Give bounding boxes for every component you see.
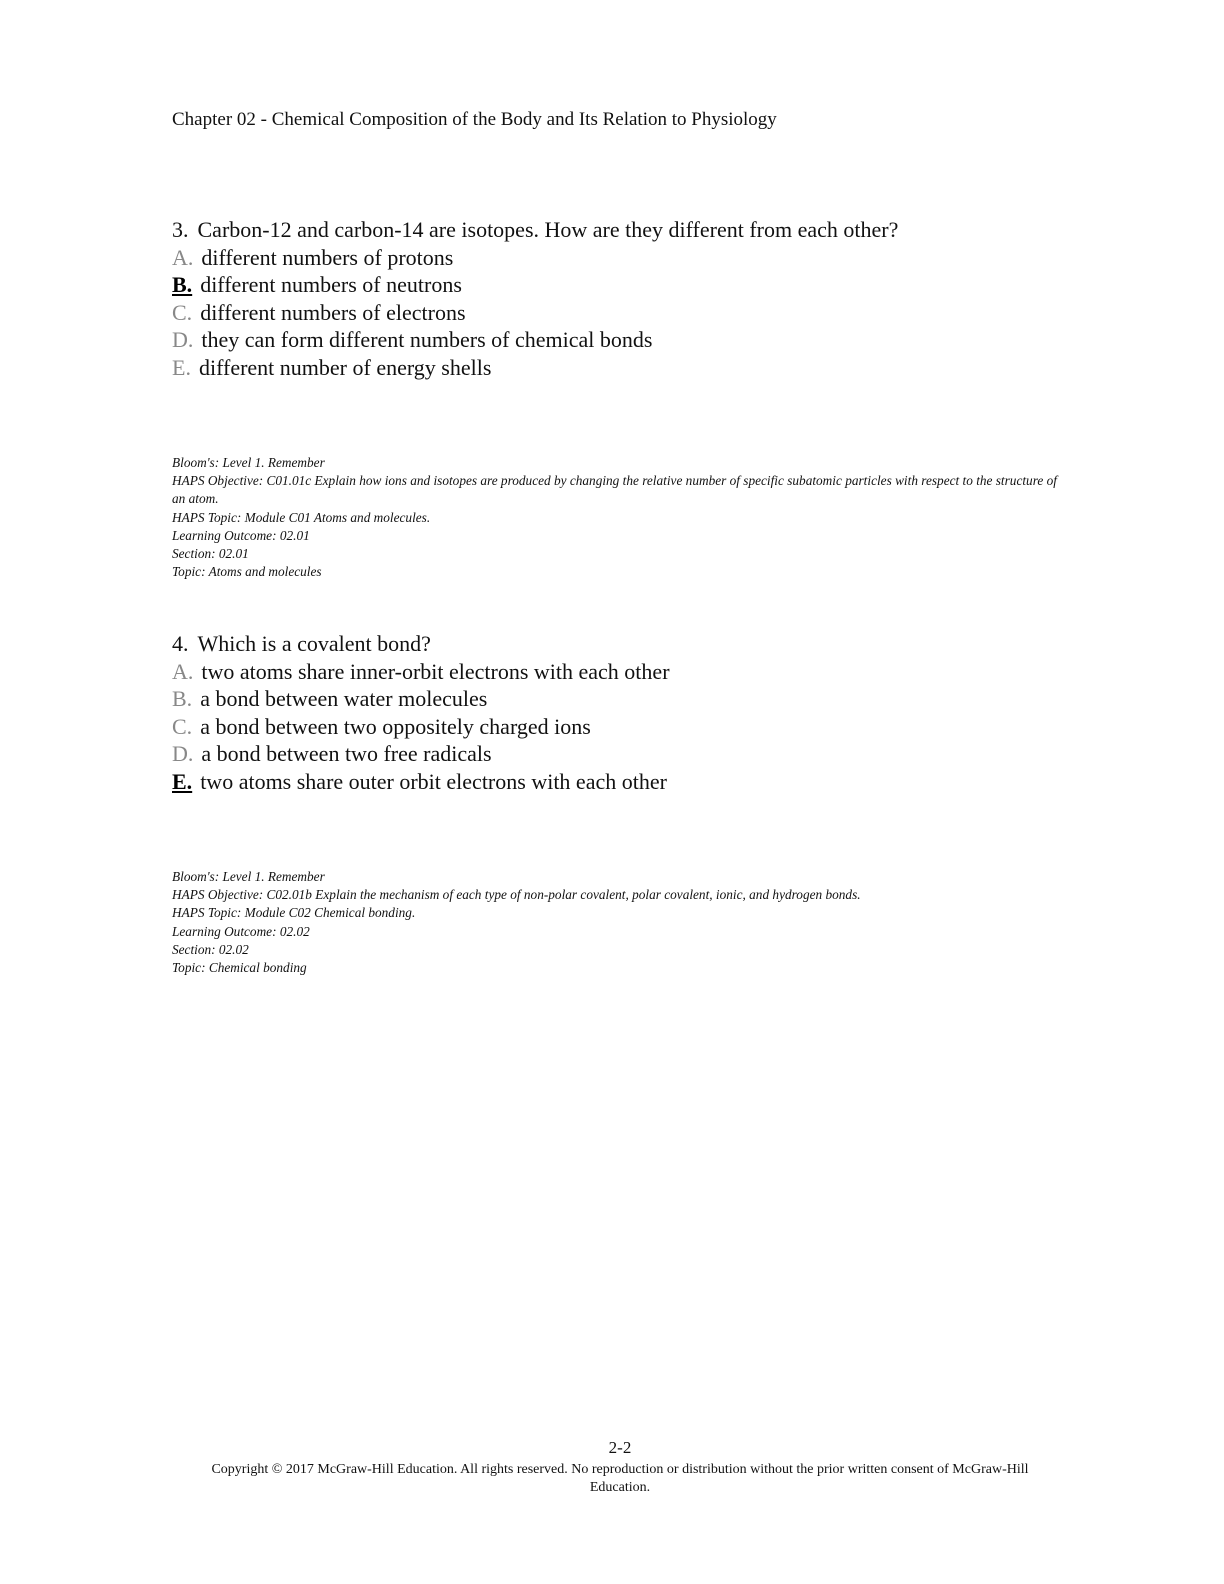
option-letter: D. xyxy=(172,741,194,767)
option-letter: C. xyxy=(172,299,193,325)
answer-option-a xyxy=(172,244,898,271)
answer-option-c xyxy=(172,713,670,740)
answer-option-a xyxy=(172,658,670,685)
question-3-metadata xyxy=(172,454,1072,581)
learning-outcome: Learning Outcome: 02.01 xyxy=(172,527,310,543)
question-4-metadata xyxy=(172,868,1072,977)
copyright-notice: Copyright © 2017 McGraw-Hill Education. All rights reserved. No reproduction or distribution without the prior written consent of McGraw-Hill Education. xyxy=(211,1462,1029,1495)
question-4 xyxy=(172,630,670,795)
question-stem xyxy=(172,630,670,658)
answer-option-b xyxy=(172,685,670,712)
haps-topic: HAPS Topic: Module C01 Atoms and molecules. xyxy=(172,509,431,525)
chapter-title: Chapter 02 - Chemical Composition of the Body and Its Relation to Physiology xyxy=(172,109,777,130)
answer-option-b xyxy=(172,271,898,298)
option-text: a bond between two free radicals xyxy=(201,741,492,767)
question-number: 4. xyxy=(172,631,189,656)
haps-topic: HAPS Topic: Module C02 Chemical bonding. xyxy=(172,905,416,921)
question-stem xyxy=(172,216,898,244)
answer-option-c xyxy=(172,299,898,326)
option-text: different numbers of neutrons xyxy=(200,272,462,298)
option-text: two atoms share inner-orbit electrons with each other xyxy=(201,659,670,684)
page-number: 2-2 xyxy=(608,1438,632,1457)
topic: Topic: Chemical bonding xyxy=(172,960,307,976)
haps-objective: HAPS Objective: C02.01b Explain the mechanism of each type of non-polar covalent, polar covalent, ionic, and hydrogen bonds. xyxy=(172,887,861,903)
section: Section: 02.01 xyxy=(172,546,249,562)
question-text: Carbon-12 and carbon-14 are isotopes. How are they different from each other? xyxy=(197,217,899,242)
answer-option-e xyxy=(172,768,670,795)
question-text: Which is a covalent bond? xyxy=(197,631,431,656)
option-letter: E. xyxy=(172,354,191,380)
section: Section: 02.02 xyxy=(172,941,249,957)
option-text: different number of energy shells xyxy=(198,354,492,380)
option-letter: B. xyxy=(172,686,193,712)
option-letter-correct: B. xyxy=(172,272,193,298)
option-text: different numbers of protons xyxy=(201,245,454,270)
option-text: they can form different numbers of chemical bonds xyxy=(201,327,653,353)
option-letter: A. xyxy=(172,245,194,270)
question-3 xyxy=(172,216,898,381)
question-number: 3. xyxy=(172,217,189,242)
answer-option-d xyxy=(172,326,898,353)
option-letter: D. xyxy=(172,327,194,353)
blooms-level: Bloom's: Level 1. Remember xyxy=(172,869,325,884)
blooms-level: Bloom's: Level 1. Remember xyxy=(172,455,325,470)
option-letter: A. xyxy=(172,659,194,684)
option-text: different numbers of electrons xyxy=(200,299,466,325)
option-letter: C. xyxy=(172,713,193,739)
option-letter-correct: E. xyxy=(172,768,193,794)
haps-objective: HAPS Objective: C01.01c Explain how ions and isotopes are produced by changing the relative number of specific subatomic particles with respect to the structure of an atom. xyxy=(172,473,1057,507)
learning-outcome: Learning Outcome: 02.02 xyxy=(172,923,310,939)
topic: Topic: Atoms and molecules xyxy=(172,564,322,580)
answer-option-e xyxy=(172,354,898,381)
option-text: a bond between water molecules xyxy=(200,686,488,712)
option-text: a bond between two oppositely charged ions xyxy=(200,713,591,739)
answer-option-d xyxy=(172,740,670,767)
option-text: two atoms share outer orbit electrons with each other xyxy=(200,768,667,794)
